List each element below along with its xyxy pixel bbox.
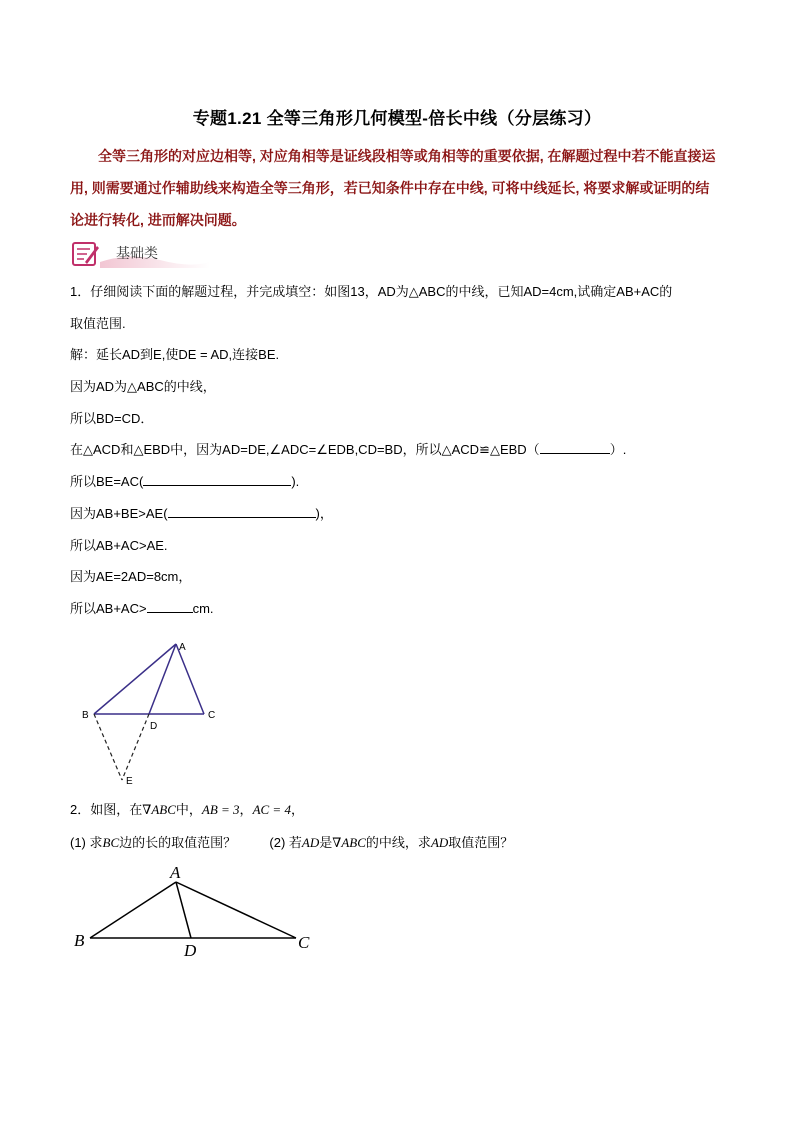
q2-line2: (1) 求BC边的长的取值范围？ (2) 若AD是∇ABC的中线，求AD取值范围？ (70, 835, 514, 850)
answer-blank[interactable] (168, 505, 316, 518)
vertex-label-c: C (208, 710, 216, 721)
section-label: 基础类 (116, 245, 158, 261)
q1-line5: 所以BD=CD． (70, 411, 154, 426)
q1-line7: 所以BE=AC( ). (70, 474, 300, 489)
vertex-label-a: A (170, 863, 181, 882)
vertex-label-c: C (298, 933, 310, 952)
vertex-label-d: D (150, 721, 158, 732)
vertex-label-a: A (179, 642, 186, 653)
figure-13-triangle (70, 632, 230, 790)
answer-blank[interactable] (143, 473, 291, 486)
intro-paragraph: 全等三角形的对应边相等, 对应角相等是证线段相等或角相等的重要依据, 在解题过程中若不能直接运用, 则需要通过作辅助线来构造全等三角形，若已知条件中存在中线, 可将中线延长, 将要求解或证明的结论进行转化, 进而解决问题。 (70, 148, 716, 228)
q1-line8: 因为AB+BE>AE( )， (70, 506, 333, 521)
answer-blank[interactable] (540, 441, 610, 454)
q1-line6: 在△ACD和△EBD中，因为AD=DE,∠ADC=∠EDB,CD=BD，所以△ACD≌△EBD（ ）. (70, 442, 627, 457)
q1-line4: 因为AD为△ABC的中线， (70, 379, 216, 394)
q1-line2: 取值范围. (70, 316, 126, 331)
vertex-label-e: E (126, 776, 133, 787)
q1-line11: 所以AB+AC> cm. (70, 601, 214, 616)
vertex-label-b: B (74, 931, 85, 950)
figure-triangle-abc (70, 860, 320, 960)
q1-line9: 所以AB+AC>AE. (70, 538, 168, 553)
q2-line1: 2．如图，在∇ABC中，AB = 3，AC = 4， (70, 802, 304, 817)
vertex-label-b: B (82, 710, 89, 721)
q1-line1: 1．仔细阅读下面的解题过程，并完成填空：如图13，AD为△ABC的中线，已知AD=4cm,试确定AB+AC的 (70, 284, 673, 299)
vertex-label-d: D (184, 941, 197, 960)
q1-line3: 解：延长AD到E,使DE = AD,连接BE. (70, 347, 280, 362)
pen-scroll-icon (73, 243, 99, 265)
answer-blank[interactable] (147, 600, 193, 613)
page-title: 专题1.21 全等三角形几何模型-倍长中线（分层练习） (192, 109, 602, 128)
q1-line10: 因为AE=2AD=8cm， (70, 569, 192, 584)
